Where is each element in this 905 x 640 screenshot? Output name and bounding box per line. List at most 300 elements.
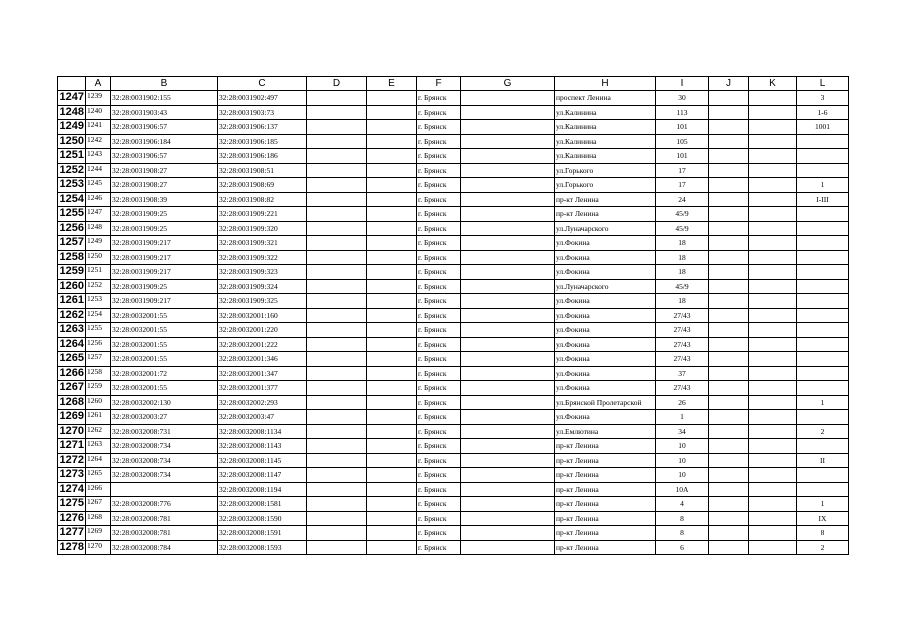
cell-h[interactable]: ул.Луначарского <box>555 221 656 236</box>
column-header-g[interactable]: G <box>461 77 555 91</box>
cell-a[interactable]: 1247 <box>86 207 111 222</box>
row-number[interactable]: 1252 <box>58 163 86 178</box>
cell-a[interactable]: 1249 <box>86 236 111 251</box>
cell-j[interactable] <box>709 424 749 439</box>
cell-g[interactable] <box>461 149 555 164</box>
cell-k[interactable] <box>749 134 797 149</box>
cell-l[interactable] <box>797 207 849 222</box>
cell-e[interactable] <box>367 308 417 323</box>
cell-c[interactable]: 32:28:0032008:1134 <box>218 424 307 439</box>
cell-k[interactable] <box>749 308 797 323</box>
cell-b[interactable]: 32:28:0032001:72 <box>111 366 218 381</box>
column-header-l[interactable]: L <box>797 77 849 91</box>
cell-e[interactable] <box>367 337 417 352</box>
cell-d[interactable] <box>307 221 367 236</box>
cell-l[interactable] <box>797 468 849 483</box>
cell-g[interactable] <box>461 381 555 396</box>
cell-a[interactable]: 1239 <box>86 91 111 106</box>
cell-a[interactable]: 1256 <box>86 337 111 352</box>
cell-d[interactable] <box>307 323 367 338</box>
cell-c[interactable]: 32:28:0032008:1145 <box>218 453 307 468</box>
cell-a[interactable]: 1266 <box>86 482 111 497</box>
cell-g[interactable] <box>461 236 555 251</box>
cell-f[interactable]: г. Брянск <box>417 279 461 294</box>
cell-i[interactable]: 105 <box>656 134 709 149</box>
cell-j[interactable] <box>709 279 749 294</box>
cell-c[interactable]: 32:28:0031908:69 <box>218 178 307 193</box>
cell-g[interactable] <box>461 511 555 526</box>
column-header-b[interactable]: B <box>111 77 218 91</box>
cell-f[interactable]: г. Брянск <box>417 395 461 410</box>
cell-b[interactable]: 32:28:0032008:734 <box>111 453 218 468</box>
cell-h[interactable]: пр-кт Ленина <box>555 540 656 555</box>
cell-d[interactable] <box>307 439 367 454</box>
column-header-i[interactable]: I <box>656 77 709 91</box>
cell-d[interactable] <box>307 453 367 468</box>
cell-b[interactable]: 32:28:0032001:55 <box>111 337 218 352</box>
cell-c[interactable]: 32:28:0032008:1143 <box>218 439 307 454</box>
row-number[interactable]: 1256 <box>58 221 86 236</box>
cell-g[interactable] <box>461 366 555 381</box>
cell-h[interactable]: ул.Горького <box>555 163 656 178</box>
cell-f[interactable]: г. Брянск <box>417 439 461 454</box>
cell-l[interactable] <box>797 265 849 280</box>
row-number[interactable]: 1254 <box>58 192 86 207</box>
cell-g[interactable] <box>461 424 555 439</box>
cell-g[interactable] <box>461 497 555 512</box>
cell-j[interactable] <box>709 236 749 251</box>
cell-e[interactable] <box>367 366 417 381</box>
cell-d[interactable] <box>307 192 367 207</box>
cell-k[interactable] <box>749 91 797 106</box>
cell-l[interactable]: I-III <box>797 192 849 207</box>
cell-h[interactable]: ул.Фокина <box>555 352 656 367</box>
cell-l[interactable] <box>797 279 849 294</box>
cell-d[interactable] <box>307 250 367 265</box>
cell-f[interactable]: г. Брянск <box>417 337 461 352</box>
cell-d[interactable] <box>307 381 367 396</box>
cell-j[interactable] <box>709 468 749 483</box>
cell-a[interactable]: 1265 <box>86 468 111 483</box>
cell-l[interactable]: 1-6 <box>797 105 849 120</box>
cell-j[interactable] <box>709 134 749 149</box>
cell-e[interactable] <box>367 149 417 164</box>
cell-i[interactable]: 24 <box>656 192 709 207</box>
cell-g[interactable] <box>461 540 555 555</box>
cell-i[interactable]: 10 <box>656 439 709 454</box>
cell-e[interactable] <box>367 192 417 207</box>
row-number[interactable]: 1273 <box>58 468 86 483</box>
cell-k[interactable] <box>749 482 797 497</box>
cell-l[interactable] <box>797 482 849 497</box>
cell-c[interactable]: 32:28:0031909:324 <box>218 279 307 294</box>
cell-i[interactable]: 34 <box>656 424 709 439</box>
cell-c[interactable]: 32:28:0032008:1591 <box>218 526 307 541</box>
cell-d[interactable] <box>307 497 367 512</box>
cell-c[interactable]: 32:28:0031908:82 <box>218 192 307 207</box>
cell-i[interactable]: 18 <box>656 294 709 309</box>
cell-b[interactable]: 32:28:0031909:217 <box>111 265 218 280</box>
cell-a[interactable]: 1250 <box>86 250 111 265</box>
cell-h[interactable]: ул.Фокина <box>555 265 656 280</box>
column-header-j[interactable]: J <box>709 77 749 91</box>
cell-d[interactable] <box>307 279 367 294</box>
cell-d[interactable] <box>307 540 367 555</box>
cell-l[interactable] <box>797 149 849 164</box>
cell-d[interactable] <box>307 294 367 309</box>
cell-f[interactable]: г. Брянск <box>417 511 461 526</box>
cell-b[interactable]: 32:28:0032008:776 <box>111 497 218 512</box>
row-number[interactable]: 1275 <box>58 497 86 512</box>
cell-e[interactable] <box>367 526 417 541</box>
cell-j[interactable] <box>709 192 749 207</box>
cell-a[interactable]: 1255 <box>86 323 111 338</box>
cell-g[interactable] <box>461 221 555 236</box>
cell-d[interactable] <box>307 511 367 526</box>
cell-f[interactable]: г. Брянск <box>417 91 461 106</box>
cell-c[interactable]: 32:28:0032008:1194 <box>218 482 307 497</box>
cell-i[interactable]: 30 <box>656 91 709 106</box>
cell-j[interactable] <box>709 250 749 265</box>
cell-d[interactable] <box>307 526 367 541</box>
cell-l[interactable] <box>797 250 849 265</box>
cell-k[interactable] <box>749 497 797 512</box>
cell-e[interactable] <box>367 395 417 410</box>
cell-e[interactable] <box>367 105 417 120</box>
cell-e[interactable] <box>367 439 417 454</box>
cell-l[interactable]: 8 <box>797 526 849 541</box>
cell-c[interactable]: 32:28:0031908:51 <box>218 163 307 178</box>
cell-l[interactable] <box>797 323 849 338</box>
cell-f[interactable]: г. Брянск <box>417 366 461 381</box>
cell-f[interactable]: г. Брянск <box>417 308 461 323</box>
cell-j[interactable] <box>709 105 749 120</box>
cell-g[interactable] <box>461 308 555 323</box>
corner-cell[interactable] <box>58 77 86 91</box>
cell-a[interactable]: 1260 <box>86 395 111 410</box>
cell-h[interactable]: ул.Калинина <box>555 120 656 135</box>
cell-b[interactable]: 32:28:0032003:27 <box>111 410 218 425</box>
cell-l[interactable] <box>797 366 849 381</box>
cell-j[interactable] <box>709 395 749 410</box>
cell-c[interactable]: 32:28:0031909:323 <box>218 265 307 280</box>
cell-l[interactable] <box>797 294 849 309</box>
cell-g[interactable] <box>461 323 555 338</box>
cell-l[interactable]: 2 <box>797 540 849 555</box>
cell-l[interactable]: IX <box>797 511 849 526</box>
cell-f[interactable]: г. Брянск <box>417 207 461 222</box>
cell-a[interactable]: 1241 <box>86 120 111 135</box>
cell-i[interactable]: 17 <box>656 163 709 178</box>
cell-h[interactable]: ул.Фокина <box>555 236 656 251</box>
cell-k[interactable] <box>749 468 797 483</box>
cell-a[interactable]: 1263 <box>86 439 111 454</box>
cell-h[interactable]: ул.Фокина <box>555 337 656 352</box>
cell-d[interactable] <box>307 410 367 425</box>
cell-e[interactable] <box>367 250 417 265</box>
cell-l[interactable]: II <box>797 453 849 468</box>
column-header-a[interactable]: A <box>86 77 111 91</box>
cell-c[interactable]: 32:28:0032008:1147 <box>218 468 307 483</box>
row-number[interactable]: 1266 <box>58 366 86 381</box>
row-number[interactable]: 1269 <box>58 410 86 425</box>
cell-k[interactable] <box>749 265 797 280</box>
cell-d[interactable] <box>307 163 367 178</box>
cell-l[interactable] <box>797 134 849 149</box>
cell-c[interactable]: 32:28:0031909:321 <box>218 236 307 251</box>
cell-c[interactable]: 32:28:0031909:325 <box>218 294 307 309</box>
cell-k[interactable] <box>749 105 797 120</box>
cell-j[interactable] <box>709 352 749 367</box>
cell-i[interactable]: 18 <box>656 250 709 265</box>
row-number[interactable]: 1263 <box>58 323 86 338</box>
cell-k[interactable] <box>749 279 797 294</box>
cell-h[interactable]: ул.Калинина <box>555 134 656 149</box>
cell-g[interactable] <box>461 178 555 193</box>
cell-d[interactable] <box>307 482 367 497</box>
cell-l[interactable] <box>797 337 849 352</box>
row-number[interactable]: 1264 <box>58 337 86 352</box>
cell-k[interactable] <box>749 381 797 396</box>
cell-b[interactable]: 32:28:0031908:39 <box>111 192 218 207</box>
cell-i[interactable]: 18 <box>656 265 709 280</box>
cell-a[interactable]: 1251 <box>86 265 111 280</box>
row-number[interactable]: 1258 <box>58 250 86 265</box>
cell-e[interactable] <box>367 163 417 178</box>
cell-e[interactable] <box>367 236 417 251</box>
cell-b[interactable]: 32:28:0032001:55 <box>111 352 218 367</box>
cell-i[interactable]: 45/9 <box>656 279 709 294</box>
cell-b[interactable]: 32:28:0032008:734 <box>111 439 218 454</box>
cell-j[interactable] <box>709 294 749 309</box>
cell-g[interactable] <box>461 207 555 222</box>
cell-l[interactable] <box>797 381 849 396</box>
cell-i[interactable]: 8 <box>656 511 709 526</box>
cell-a[interactable]: 1259 <box>86 381 111 396</box>
cell-b[interactable]: 32:28:0031909:217 <box>111 236 218 251</box>
cell-j[interactable] <box>709 540 749 555</box>
cell-a[interactable]: 1254 <box>86 308 111 323</box>
cell-b[interactable]: 32:28:0031906:184 <box>111 134 218 149</box>
cell-k[interactable] <box>749 250 797 265</box>
cell-k[interactable] <box>749 149 797 164</box>
row-number[interactable]: 1276 <box>58 511 86 526</box>
column-header-k[interactable]: K <box>749 77 797 91</box>
cell-a[interactable]: 1267 <box>86 497 111 512</box>
cell-i[interactable]: 27/43 <box>656 352 709 367</box>
cell-j[interactable] <box>709 163 749 178</box>
row-number[interactable]: 1274 <box>58 482 86 497</box>
cell-j[interactable] <box>709 439 749 454</box>
cell-f[interactable]: г. Брянск <box>417 250 461 265</box>
cell-e[interactable] <box>367 482 417 497</box>
cell-a[interactable]: 1243 <box>86 149 111 164</box>
cell-k[interactable] <box>749 192 797 207</box>
cell-c[interactable]: 32:28:0031903:73 <box>218 105 307 120</box>
row-number[interactable]: 1253 <box>58 178 86 193</box>
cell-k[interactable] <box>749 395 797 410</box>
cell-i[interactable]: 8 <box>656 526 709 541</box>
cell-f[interactable]: г. Брянск <box>417 540 461 555</box>
cell-a[interactable]: 1245 <box>86 178 111 193</box>
cell-l[interactable] <box>797 410 849 425</box>
cell-i[interactable]: 10А <box>656 482 709 497</box>
cell-j[interactable] <box>709 120 749 135</box>
cell-e[interactable] <box>367 178 417 193</box>
column-header-e[interactable]: E <box>367 77 417 91</box>
cell-a[interactable]: 1258 <box>86 366 111 381</box>
cell-c[interactable]: 32:28:0031906:186 <box>218 149 307 164</box>
cell-h[interactable]: пр-кт Ленина <box>555 526 656 541</box>
cell-g[interactable] <box>461 453 555 468</box>
row-number[interactable]: 1277 <box>58 526 86 541</box>
cell-c[interactable]: 32:28:0031909:320 <box>218 221 307 236</box>
cell-g[interactable] <box>461 395 555 410</box>
cell-l[interactable] <box>797 308 849 323</box>
cell-k[interactable] <box>749 236 797 251</box>
cell-f[interactable]: г. Брянск <box>417 352 461 367</box>
column-header-f[interactable]: F <box>417 77 461 91</box>
cell-b[interactable]: 32:28:0031909:25 <box>111 221 218 236</box>
cell-h[interactable]: пр-кт Ленина <box>555 207 656 222</box>
cell-d[interactable] <box>307 134 367 149</box>
cell-l[interactable]: 1 <box>797 497 849 512</box>
cell-b[interactable]: 32:28:0031909:25 <box>111 279 218 294</box>
cell-k[interactable] <box>749 221 797 236</box>
cell-k[interactable] <box>749 410 797 425</box>
cell-k[interactable] <box>749 323 797 338</box>
cell-h[interactable]: пр-кт Ленина <box>555 511 656 526</box>
cell-g[interactable] <box>461 279 555 294</box>
cell-g[interactable] <box>461 337 555 352</box>
cell-e[interactable] <box>367 134 417 149</box>
cell-h[interactable]: ул.Фокина <box>555 410 656 425</box>
cell-a[interactable]: 1264 <box>86 453 111 468</box>
cell-b[interactable]: 32:28:0032001:55 <box>111 381 218 396</box>
cell-k[interactable] <box>749 163 797 178</box>
cell-l[interactable] <box>797 439 849 454</box>
cell-g[interactable] <box>461 468 555 483</box>
cell-e[interactable] <box>367 279 417 294</box>
cell-d[interactable] <box>307 178 367 193</box>
cell-d[interactable] <box>307 424 367 439</box>
cell-h[interactable]: пр-кт Ленина <box>555 497 656 512</box>
cell-g[interactable] <box>461 91 555 106</box>
cell-c[interactable]: 32:28:0032008:1590 <box>218 511 307 526</box>
cell-h[interactable]: пр-кт Ленина <box>555 482 656 497</box>
cell-a[interactable]: 1242 <box>86 134 111 149</box>
cell-a[interactable]: 1248 <box>86 221 111 236</box>
cell-h[interactable]: ул.Горького <box>555 178 656 193</box>
cell-g[interactable] <box>461 410 555 425</box>
cell-l[interactable]: 3 <box>797 91 849 106</box>
cell-h[interactable]: проспект Ленина <box>555 91 656 106</box>
row-number[interactable]: 1250 <box>58 134 86 149</box>
row-number[interactable]: 1270 <box>58 424 86 439</box>
cell-g[interactable] <box>461 439 555 454</box>
cell-i[interactable]: 101 <box>656 149 709 164</box>
cell-b[interactable]: 32:28:0032008:781 <box>111 511 218 526</box>
cell-i[interactable]: 18 <box>656 236 709 251</box>
cell-h[interactable]: ул.Фокина <box>555 308 656 323</box>
cell-g[interactable] <box>461 265 555 280</box>
column-header-d[interactable]: D <box>307 77 367 91</box>
cell-d[interactable] <box>307 308 367 323</box>
cell-b[interactable]: 32:28:0031909:217 <box>111 250 218 265</box>
cell-f[interactable]: г. Брянск <box>417 497 461 512</box>
cell-c[interactable]: 32:28:0032001:377 <box>218 381 307 396</box>
cell-l[interactable] <box>797 163 849 178</box>
cell-d[interactable] <box>307 105 367 120</box>
cell-k[interactable] <box>749 352 797 367</box>
cell-i[interactable]: 4 <box>656 497 709 512</box>
row-number[interactable]: 1255 <box>58 207 86 222</box>
cell-e[interactable] <box>367 381 417 396</box>
cell-j[interactable] <box>709 511 749 526</box>
cell-h[interactable]: пр-кт Ленина <box>555 192 656 207</box>
cell-j[interactable] <box>709 91 749 106</box>
cell-e[interactable] <box>367 352 417 367</box>
cell-k[interactable] <box>749 294 797 309</box>
cell-e[interactable] <box>367 294 417 309</box>
cell-h[interactable]: ул.Фокина <box>555 294 656 309</box>
cell-e[interactable] <box>367 221 417 236</box>
cell-h[interactable]: ул.Фокина <box>555 250 656 265</box>
cell-f[interactable]: г. Брянск <box>417 221 461 236</box>
cell-d[interactable] <box>307 91 367 106</box>
cell-a[interactable]: 1257 <box>86 352 111 367</box>
cell-b[interactable]: 32:28:0031906:57 <box>111 120 218 135</box>
cell-b[interactable]: 32:28:0031908:27 <box>111 163 218 178</box>
cell-j[interactable] <box>709 221 749 236</box>
cell-i[interactable]: 37 <box>656 366 709 381</box>
cell-c[interactable]: 32:28:0032001:347 <box>218 366 307 381</box>
cell-f[interactable]: г. Брянск <box>417 163 461 178</box>
cell-g[interactable] <box>461 163 555 178</box>
row-number[interactable]: 1267 <box>58 381 86 396</box>
cell-c[interactable]: 32:28:0032008:1593 <box>218 540 307 555</box>
column-header-c[interactable]: C <box>218 77 307 91</box>
cell-a[interactable]: 1268 <box>86 511 111 526</box>
cell-e[interactable] <box>367 207 417 222</box>
cell-i[interactable]: 10 <box>656 468 709 483</box>
cell-a[interactable]: 1240 <box>86 105 111 120</box>
cell-f[interactable]: г. Брянск <box>417 265 461 280</box>
cell-a[interactable]: 1261 <box>86 410 111 425</box>
cell-c[interactable]: 32:28:0031909:221 <box>218 207 307 222</box>
cell-d[interactable] <box>307 366 367 381</box>
cell-g[interactable] <box>461 250 555 265</box>
cell-b[interactable]: 32:28:0032001:55 <box>111 308 218 323</box>
cell-h[interactable]: ул.Фокина <box>555 381 656 396</box>
cell-i[interactable]: 17 <box>656 178 709 193</box>
cell-f[interactable]: г. Брянск <box>417 323 461 338</box>
cell-f[interactable]: г. Брянск <box>417 120 461 135</box>
cell-a[interactable]: 1262 <box>86 424 111 439</box>
row-number[interactable]: 1278 <box>58 540 86 555</box>
cell-b[interactable]: 32:28:0031902:155 <box>111 91 218 106</box>
cell-a[interactable]: 1270 <box>86 540 111 555</box>
cell-j[interactable] <box>709 497 749 512</box>
cell-g[interactable] <box>461 192 555 207</box>
cell-c[interactable]: 32:28:0031906:137 <box>218 120 307 135</box>
cell-b[interactable]: 32:28:0032008:734 <box>111 468 218 483</box>
cell-f[interactable]: г. Брянск <box>417 105 461 120</box>
cell-c[interactable]: 32:28:0032001:160 <box>218 308 307 323</box>
cell-b[interactable]: 32:28:0032008:784 <box>111 540 218 555</box>
cell-h[interactable]: пр-кт Ленина <box>555 468 656 483</box>
row-number[interactable]: 1249 <box>58 120 86 135</box>
